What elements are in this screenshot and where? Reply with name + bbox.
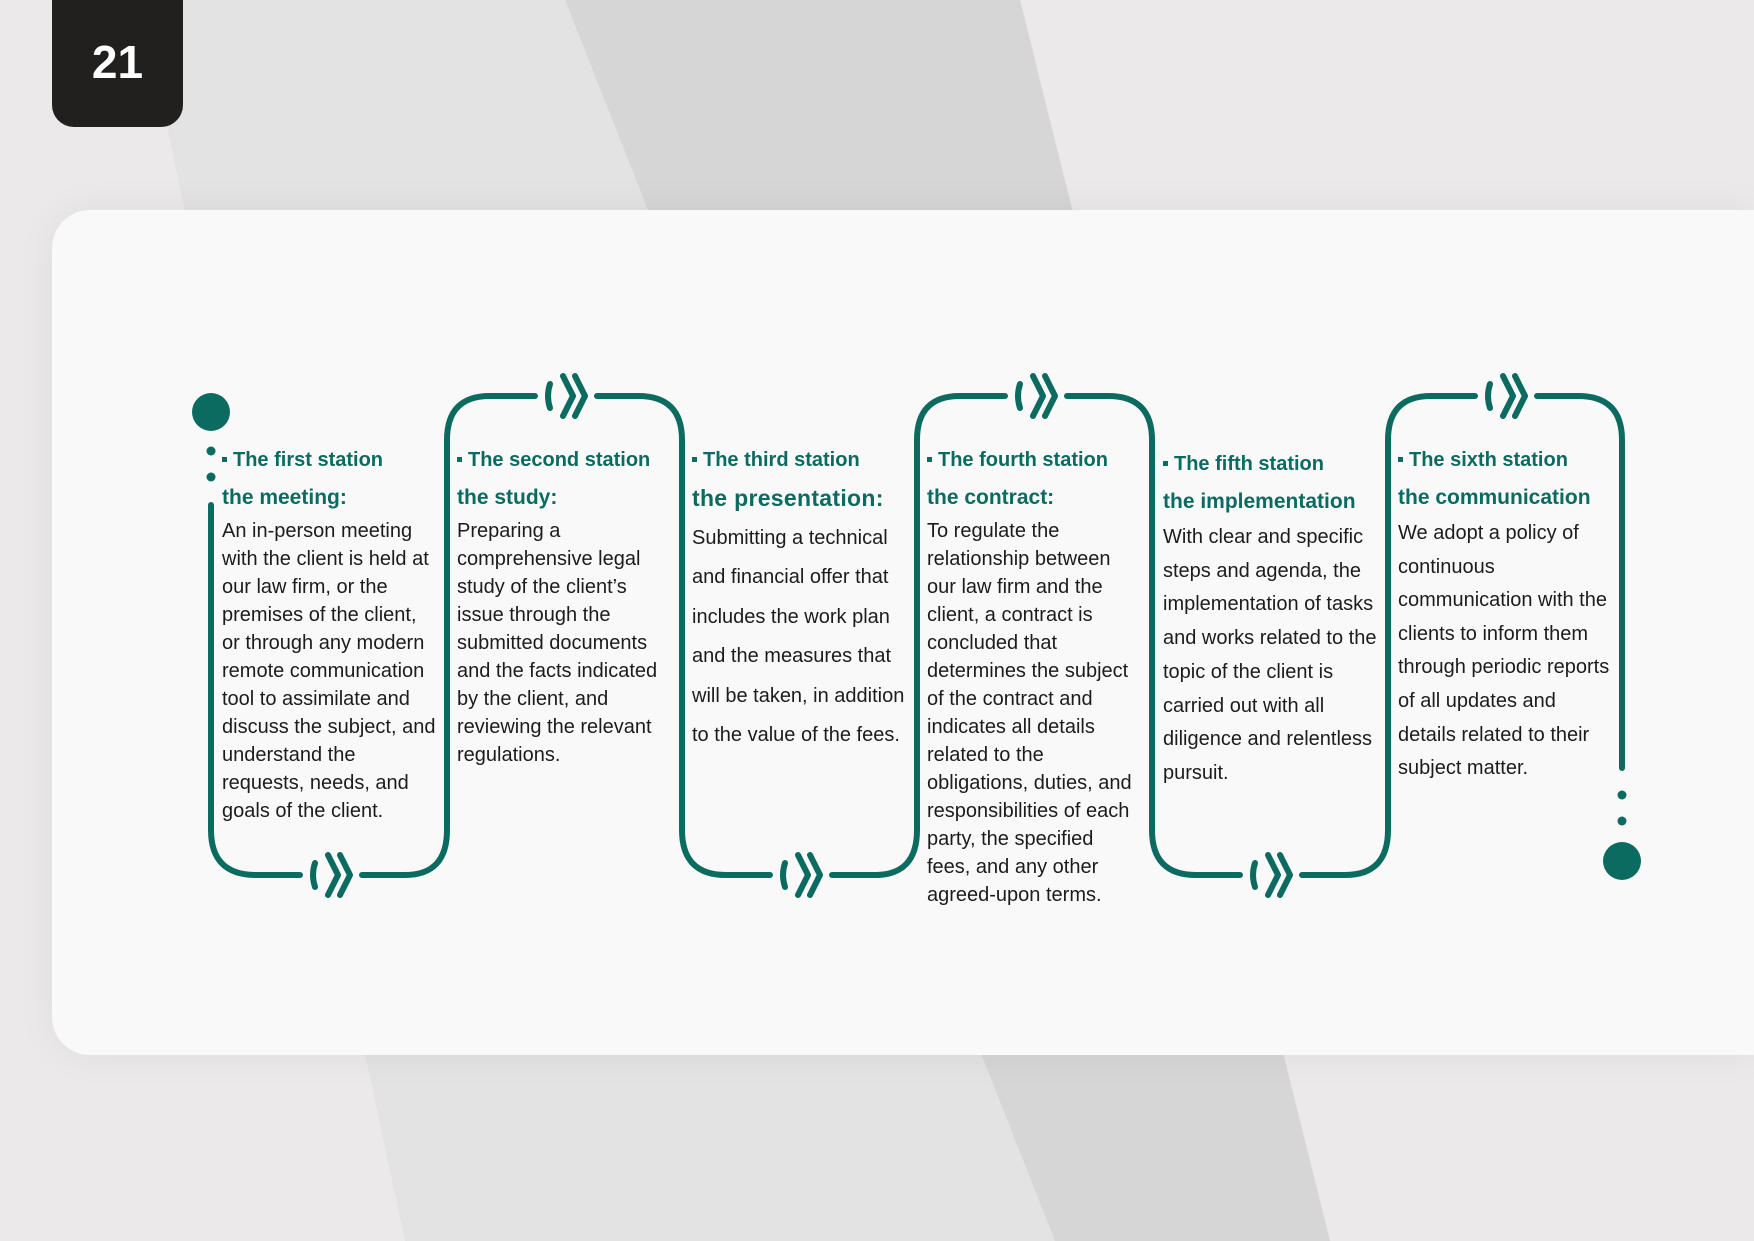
square-bullet-icon — [1398, 457, 1403, 462]
station-title: The third station — [692, 441, 907, 479]
station-body: To regulate the relationship between our law firm and the client, a contract is concluded that determines the subject of the contract and indicates all details related to the obligations, duties, and responsibilities of each party, the specified fees, and any other agreed-upon terms. — [927, 520, 1132, 906]
station-fourth — [927, 441, 1142, 909]
station-body: We adopt a policy of continuous communication with the clients to inform them through periodic reports of all updates and details related to their subject matter. — [1398, 522, 1610, 780]
station-first — [222, 441, 437, 825]
station-subtitle: the meeting: — [222, 486, 347, 509]
station-title: The second station — [457, 441, 672, 479]
station-title: The fifth station — [1163, 445, 1378, 483]
chevron-arrows-icon — [313, 855, 350, 895]
station-subtitle: the contract: — [927, 486, 1055, 509]
station-title: The sixth station — [1398, 441, 1613, 479]
station-second — [457, 441, 672, 769]
station-sixth — [1398, 441, 1613, 786]
station-fifth — [1163, 445, 1378, 791]
chevron-arrows-icon — [1018, 376, 1055, 416]
page-number: 21 — [91, 35, 144, 88]
square-bullet-icon — [692, 457, 697, 462]
station-body: With clear and specific steps and agenda, the implementation of tasks and works related to the topic of the client is carried out with all diligence and relentless pursuit. — [1163, 526, 1377, 784]
end-dot-icon — [1603, 791, 1641, 881]
square-bullet-icon — [927, 457, 932, 462]
chevron-arrows-icon — [783, 855, 820, 895]
station-body: Preparing a comprehensive legal study of the client’s issue through the submitted documents and the facts indicated by the client, and reviewing the relevant regulations. — [457, 520, 658, 766]
square-bullet-icon — [222, 457, 227, 462]
square-bullet-icon — [1163, 461, 1168, 466]
station-title: The first station — [222, 441, 437, 479]
station-subtitle: the implementation — [1163, 490, 1356, 513]
chevron-arrows-icon — [1488, 376, 1525, 416]
square-bullet-icon — [457, 457, 462, 462]
station-subtitle: the communication — [1398, 486, 1591, 509]
station-subtitle: the presentation: — [692, 485, 884, 511]
station-subtitle: the study: — [457, 486, 558, 509]
chevron-arrows-icon — [548, 376, 585, 416]
station-third — [692, 441, 907, 755]
station-body: Submitting a technical and financial offer that includes the work plan and the measures that will be taken, in addition to the value of the fees. — [692, 527, 905, 747]
chevron-arrows-icon — [1253, 855, 1290, 895]
station-body: An in-person meeting with the client is held at our law firm, or the premises of the client, or through any modern remote communication tool to assimilate and discuss the subject, and understand the requests, needs, and goals of the client. — [222, 520, 436, 822]
station-title: The fourth station — [927, 441, 1142, 479]
